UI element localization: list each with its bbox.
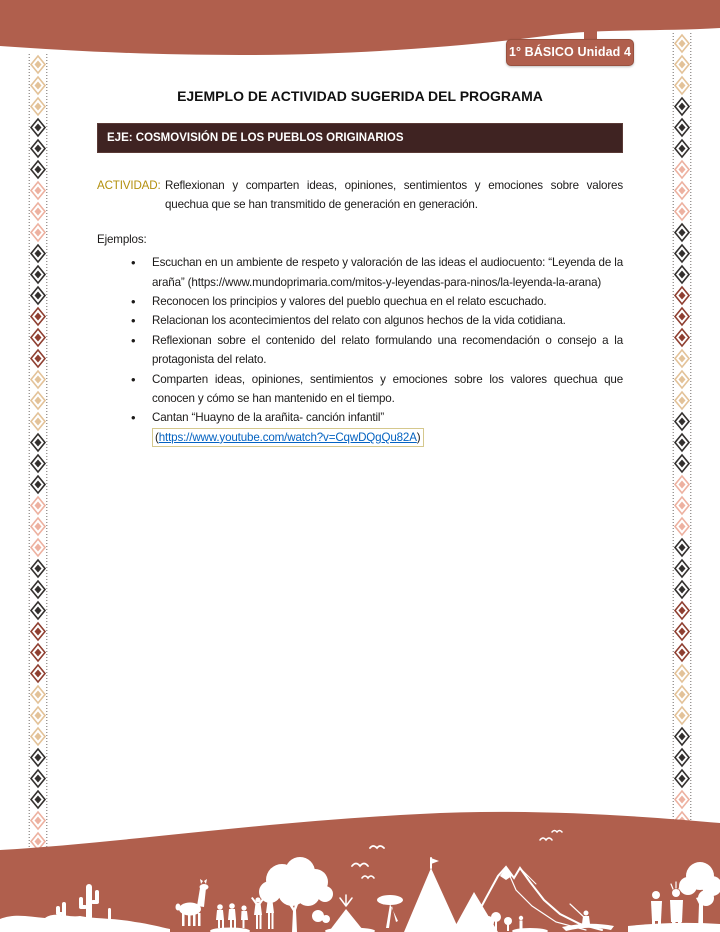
- eje-heading-bar: EJE: COSMOVISIÓN DE LOS PUEBLOS ORIGINARIOS: [97, 123, 623, 153]
- bullet-link-line: [152, 428, 623, 447]
- bullet-item: [152, 311, 623, 330]
- bullet-text: Reconocen los principios y valores del pueblo quechua en el relato escuchado.: [152, 295, 547, 309]
- bullet-item: [152, 331, 623, 370]
- bullet-text: Relacionan los acontecimientos del relato con algunos hechos de la vida cotidiana.: [152, 314, 566, 328]
- bullet-item: [152, 253, 623, 292]
- actividad-text: Reflexionan y comparten ideas, opiniones, sentimientos y emociones sobre valores quechua que se han transmitido de generación en generación.: [165, 179, 623, 212]
- document-content: [97, 88, 623, 447]
- right-textile-border: [672, 33, 692, 823]
- actividad-section: [97, 176, 623, 215]
- page-title: EJEMPLO DE ACTIVIDAD SUGERIDA DEL PROGRAMA: [177, 88, 543, 104]
- unit-badge: 1° BÁSICO Unidad 4: [506, 39, 634, 66]
- bullet-item: [152, 292, 623, 311]
- left-textile-border: [28, 54, 48, 854]
- bullet-text: Escuchan en un ambiente de respeto y valoración de las ideas el audiocuento: “Leyenda de la araña” (https://www.mundoprimaria.com/mitos-y-leyendas-para-ninos/la-leyenda-la-arana): [152, 256, 623, 289]
- bullet-item: [152, 408, 623, 447]
- bullet-item: [152, 370, 623, 409]
- ejemplos-label: Ejemplos:: [97, 232, 147, 246]
- bullet-text: Cantan “Huayno de la arañita- canción infantil”: [152, 411, 385, 425]
- youtube-link[interactable]: https://www.youtube.com/watch?v=CqwDQgQu82A: [158, 430, 417, 444]
- actividad-label: ACTIVIDAD:: [97, 179, 161, 192]
- footer-landscape-graphic: [0, 810, 720, 932]
- bullet-list: [97, 253, 623, 447]
- bullet-text: Reflexionan sobre el contenido del relato formulando una recomendación o consejo a la protagonista del relato.: [152, 333, 623, 367]
- link-highlight-box: (https://www.youtube.com/watch?v=CqwDQgQu82A): [152, 428, 424, 447]
- bullet-text: Comparten ideas, opiniones, sentimientos y emociones sobre los valores quechua que conocen y cómo se han mantenido en el tiempo.: [152, 372, 623, 406]
